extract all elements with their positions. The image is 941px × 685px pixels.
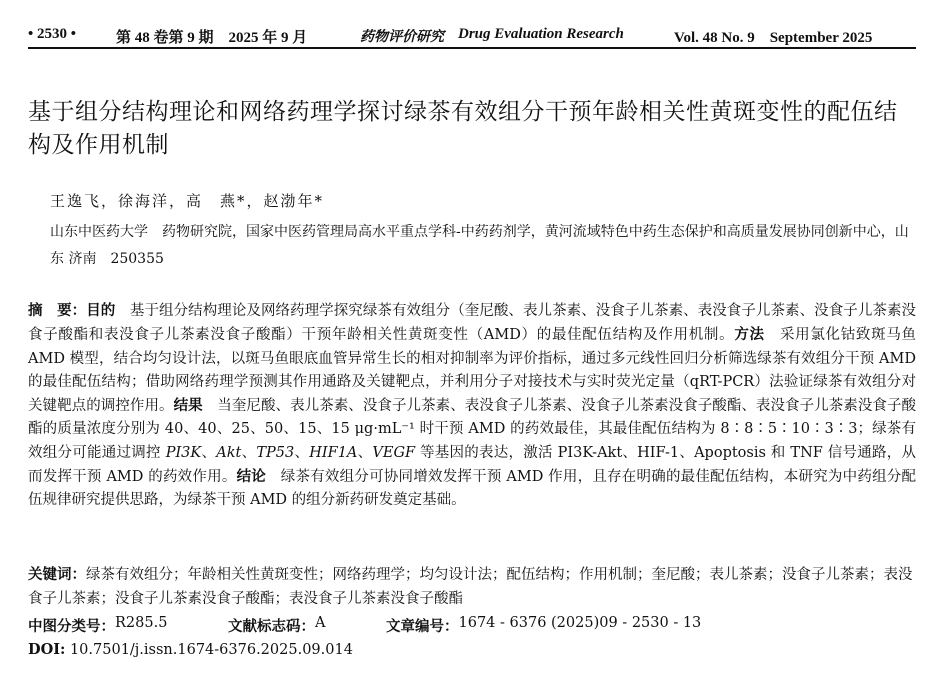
- doc-code-value: A: [315, 615, 326, 631]
- objective-text: 基于组分结构理论及网络药理学探究绿茶有效组分（奎尼酸、表儿茶素、没食子儿茶素、表没食子儿茶素、没食子儿茶素没食子酸酯和表没食子儿茶素没食子酸酯）干预年龄相关性黄斑变性（AMD）的最佳配伍结构及作用机制。: [28, 303, 917, 344]
- article-no-value: 1674 - 6376 (2025)09 - 2530 - 13: [458, 615, 702, 631]
- clc-value: R285.5: [115, 615, 168, 631]
- classification-line: [28, 615, 916, 637]
- keywords-label: 关键词：: [28, 566, 86, 583]
- abstract: [28, 299, 916, 513]
- methods-label: 方法: [734, 326, 765, 344]
- journal-name-cn: 药物评价研究: [360, 29, 444, 45]
- doc-code-label: 文献标志码：: [228, 618, 315, 635]
- conclusion-label: 结论: [236, 468, 267, 486]
- doi-value[interactable]: 10.7501/j.issn.1674-6376.2025.09.014: [69, 642, 353, 658]
- affiliation: 山东中医药大学 药物研究院，国家中医药管理局高水平重点学科-中药药剂学，黄河流域特色中药生态保护和高质量发展协同创新中心，山东 济南 250355: [50, 224, 909, 267]
- gene-separator: 、: [294, 444, 310, 461]
- abstract-label: 摘 要：: [28, 302, 87, 319]
- doi-label: DOI:: [28, 641, 66, 658]
- header-rule: [28, 47, 916, 49]
- volume-en: Vol. 48 No. 9 September 2025: [674, 30, 873, 46]
- results-text-a: 当奎尼酸、表儿茶素、没食子儿茶素、表没食子儿茶素、没食子儿茶素没食子酸酯、表没食子儿茶素没食子酸酯的质量浓度分别为 40、40、25、50、15、15 μg·mL⁻¹ 时干预 AMD 的药效最佳，其最佳配伍结构为 8∶8∶5∶10∶3∶3；绿茶有效组分可能通过调控: [28, 398, 917, 461]
- gene-vegf: VEGF: [372, 444, 416, 461]
- keywords: [28, 563, 916, 611]
- running-header: [28, 26, 916, 48]
- gene-akt: Akt: [216, 444, 242, 461]
- objective-label: 目的: [86, 302, 116, 319]
- methods-text: 采用氯化钴致斑马鱼 AMD 模型，结合均匀设计法，以斑马鱼眼底血管异常生长的相对抑制率为评价指标，通过多元线性回归分析筛选绿茶有效组分干预 AMD 的最佳配伍结构；借助网络药理学预测其作用通路及关键靶点，并利用分子对接技术与实时荧光定量（qRT-PCR）法验证绿茶有效组分对关键靶点的调控作用。: [28, 327, 917, 415]
- results-label: 结果: [173, 397, 203, 415]
- page-number: • 2530 •: [28, 26, 77, 42]
- paper-title: 基于组分结构理论和网络药理学探讨绿茶有效组分干预年龄相关性黄斑变性的配伍结构及作用机制: [28, 99, 898, 158]
- gene-separator: 、: [201, 444, 217, 461]
- authors: 王逸飞，徐海洋，高 燕*，赵渤年*: [50, 192, 325, 210]
- issue-cn: 第 48 卷第 9 期 2025 年 9 月: [116, 30, 308, 46]
- article-no-label: 文章编号：: [386, 618, 459, 635]
- gene-hif1a: HIF1A: [309, 444, 358, 461]
- doi-line: [28, 641, 353, 658]
- conclusion-text: 绿茶有效组分可协同增效发挥干预 AMD 作用，且存在明确的最佳配伍结构，本研究为中药组分配伍规律研究提供思路，为绿茶干预 AMD 的组分新药研发奠定基础。: [28, 469, 917, 509]
- gene-separator: 、: [357, 444, 373, 461]
- results-text-b: 等基因的表达，激活 PI3K-Akt、HIF-1、Apoptosis 和 TNF 信号通路，从而发挥干预 AMD 的药效作用。: [28, 444, 916, 486]
- clc-label: 中图分类号：: [28, 618, 115, 635]
- gene-separator: 、: [241, 444, 257, 461]
- keywords-text: 绿茶有效组分；年龄相关性黄斑变性；网络药理学；均匀设计法；配伍结构；作用机制；奎尼酸；表儿茶素；没食子儿茶素；表没食子儿茶素；没食子儿茶素没食子酸酯；表没食子儿茶素没食子酸酯: [28, 567, 913, 607]
- gene-tp53: TP53: [256, 444, 295, 461]
- gene-pi3k: PI3K: [165, 444, 202, 461]
- journal-name-en: Drug Evaluation Research: [458, 26, 624, 42]
